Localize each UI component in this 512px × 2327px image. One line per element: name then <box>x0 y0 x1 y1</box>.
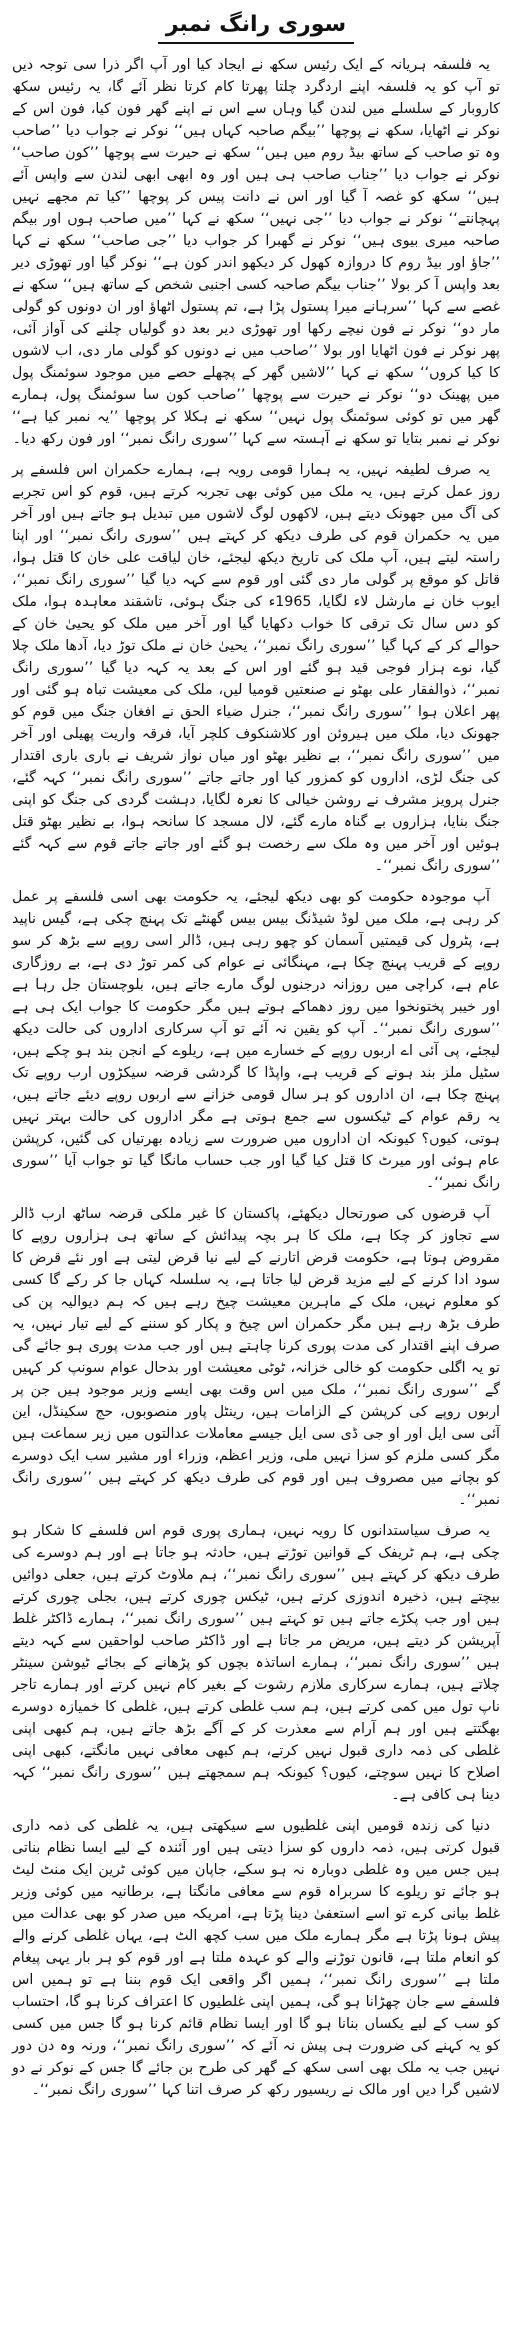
article-paragraph-1: یہ فلسفہ ہریانہ کے ایک رئیس سکھ نے ایجاد کیا اور آپ اگر ذرا سی توجہ دیں تو آپ کو یہ فلسفہ اپنے اردگرد چلتا پھرتا کام کرتا نظر آئے گا، یہ رئیس سکھ کاروبار کے سلسلے میں لندن گیا وہاں سے اس نے اپنے گھر فون کیا، فون اس کے نوکر نے اٹھایا، سکھ نے پوچھا ’’بیگم صاحبہ کہاں ہیں‘‘ نوکر نے جواب دیا ’’صاحب وہ تو صاحب کے ساتھ بیڈ روم میں ہیں‘‘ سکھ نے حیرت سے پوچھا ’’کون صاحب‘‘ نوکر نے جواب دیا ’’جناب صاحب ہی ہیں اور وہ ابھی ابھی لندن سے واپس آئے ہیں‘‘ سکھ کو غصہ آ گیا اور اس نے دانت پیس کر پوچھا ’’کیا تم مجھے نہیں پہچانتے‘‘ نوکر نے جواب دیا ’’جی نہیں‘‘ سکھ نے کہا ’’میں صاحب ہوں اور بیگم صاحبہ میری بیوی ہیں‘‘ نوکر نے گھبرا کر جواب دیا ’’جی صاحب‘‘ سکھ نے کہا ’’جاؤ اور بیڈ روم کا دروازہ کھول کر دیکھو اندر کون ہے‘‘ نوکر گیا اور تھوڑی دیر بعد واپس آ کر بولا ’’جناب بیگم صاحبہ کسی اجنبی شخص کے ساتھ ہیں‘‘ سکھ نے غصے سے کہا ’’سرہانے میرا پستول پڑا ہے، تم پستول اٹھاؤ اور ان دونوں کو گولی مار دو‘‘ نوکر نے فون نیچے رکھا اور تھوڑی دیر بعد دو گولیاں چلنے کی آواز آئی، پھر نوکر نے فون اٹھایا اور بولا ’’صاحب میں نے دونوں کو گولی مار دی، اب لاشوں کا کیا کروں‘‘ سکھ نے کہا ’’لاشیں گھر کے پچھلے حصے میں موجود سوئمنگ پول میں پھینک دو‘‘ نوکر نے حیرت سے پوچھا ’’صاحب کون سا سوئمنگ پول، ہمارے گھر میں تو کوئی سوئمنگ پول نہیں‘‘ سکھ نے ہکلا کر پوچھا ’’یہ نمبر کیا ہے‘‘ نوکر نے نمبر بتایا تو سکھ نے آہستہ سے کہا ’’سوری رانگ نمبر‘‘ اور فون رکھ دیا۔ <box>12 57 500 447</box>
article-paragraph-6: دنیا کی زندہ قومیں اپنی غلطیوں سے سیکھتی ہیں، یہ غلطی کی ذمہ داری قبول کرتی ہیں، ذمہ داروں کو سزا دیتی ہیں اور آئندہ کے لیے ایسا نظام بناتی ہیں جس میں وہ غلطی دوبارہ نہ ہو سکے، جاپان میں کوئی ٹرین ایک منٹ لیٹ ہو جائے تو ریلوے کا سربراہ قوم سے معافی مانگتا ہے، برطانیہ میں کوئی وزیر غلط بیانی کرے تو اسے استعفیٰ دینا پڑتا ہے، امریکہ میں صدر کو بھی عدالت میں پیش ہونا پڑتا ہے مگر ہمارے ملک میں سب کچھ الٹ ہے، یہاں غلطی کرنے والے کو انعام ملتا ہے، قانون توڑنے والے کو عہدہ ملتا ہے اور قوم کو ہر بار یہی پیغام ملتا ہے ’’سوری رانگ نمبر‘‘، ہمیں اگر واقعی ایک قوم بننا ہے تو ہمیں اس فلسفے سے جان چھڑانا ہو گی، ہمیں اپنی غلطیوں کا اعتراف کرنا ہو گا، احتساب کو سب کے لیے یکساں بنانا ہو گا اور ایسا نظام قائم کرنا ہو گا جس میں کسی کو یہ کہنے کی ضرورت ہی پیش نہ آئے کہ ’’سوری رانگ نمبر‘‘، ورنہ وہ دن دور نہیں جب یہ ملک بھی اسی سکھ کے گھر کی طرح بن جائے گا جس کے نوکر نے دو لاشیں گرا دیں اور مالک نے ریسیور رکھ کر صرف اتنا کہا ’’سوری رانگ نمبر‘‘۔ <box>12 1818 500 2098</box>
article-paragraph-3: آپ موجودہ حکومت کو بھی دیکھ لیجئے، یہ حکومت بھی اسی فلسفے پر عمل کر رہی ہے، ملک میں لوڈ شیڈنگ بیس بیس گھنٹے تک پہنچ چکی ہے، گیس ناپید ہے، پٹرول کی قیمتیں آسمان کو چھو رہی ہیں، ڈالر اسی روپے سے بڑھ کر سو روپے کے قریب پہنچ چکا ہے، مہنگائی نے عوام کی کمر توڑ دی ہے، بے روزگاری عام ہے، کراچی میں روزانہ درجنوں لوگ مارے جاتے ہیں، بلوچستان جل رہا ہے اور خیبر پختونخوا میں روز دھماکے ہوتے ہیں مگر حکومت کا جواب ایک ہی ہے ’’سوری رانگ نمبر‘‘۔ آپ کو یقین نہ آئے تو آپ سرکاری اداروں کی حالت دیکھ لیجئے، پی آئی اے اربوں روپے کے خسارے میں ہے، ریلوے کے انجن بند ہو چکے ہیں، سٹیل ملز بند ہونے کے قریب ہے، واپڈا کا گردشی قرضہ سیکڑوں ارب روپے تک پہنچ چکا ہے، ان اداروں کو ہر سال قومی خزانے سے اربوں روپے دیئے جاتے ہیں، یہ رقم عوام کے ٹیکسوں سے جمع ہوتی ہے مگر اداروں کی حالت بہتر نہیں ہوتی، کیوں؟ کیونکہ ان اداروں میں ضرورت سے زیادہ بھرتیاں کی گئیں، کرپشن عام ہوئی اور میرٹ کا قتل کیا گیا اور جب حساب مانگا گیا تو جواب آیا ’’سوری رانگ نمبر‘‘۔ <box>12 889 500 1191</box>
title-block <box>12 10 500 44</box>
article-paragraph-5: یہ صرف سیاستدانوں کا رویہ نہیں، ہماری پوری قوم اس فلسفے کا شکار ہو چکی ہے، ہم ٹریفک کے قوانین توڑتے ہیں، حادثہ ہو جاتا ہے اور ہم دوسرے کی طرف دیکھ کر کہتے ہیں ’’سوری رانگ نمبر‘‘، ہم ملاوٹ کرتے ہیں، جعلی دوائیں بیچتے ہیں، ذخیرہ اندوزی کرتے ہیں، ٹیکس چوری کرتے ہیں، بجلی چوری کرتے ہیں اور جب پکڑے جاتے ہیں تو کہتے ہیں ’’سوری رانگ نمبر‘‘، ہمارے ڈاکٹر غلط آپریشن کر دیتے ہیں، مریض مر جاتا ہے اور ڈاکٹر صاحب لواحقین سے کہہ دیتے ہیں ’’سوری رانگ نمبر‘‘، ہمارے اساتذہ بچوں کو پڑھانے کے بجائے ٹیوشن سینٹر چلاتے ہیں، ہمارے سرکاری ملازم رشوت کے بغیر کام نہیں کرتے اور ہمارے تاجر ناپ تول میں کمی کرتے ہیں، ہم سب غلطی کرتے ہیں، غلطی کا خمیازہ دوسرے بھگتتے ہیں اور ہم آرام سے معذرت کر کے آگے بڑھ جاتے ہیں، ہم کبھی اپنی غلطی کی ذمہ داری قبول نہیں کرتے، ہم کبھی معافی نہیں مانگتے، کبھی اپنی اصلاح کا نہیں سوچتے، کیوں؟ کیونکہ ہم سمجھتے ہیں ’’سوری رانگ نمبر‘‘ کہہ دینا ہی کافی ہے۔ <box>12 1523 500 1803</box>
article-title: سوری رانگ نمبر <box>158 10 354 44</box>
article-paragraph-2: یہ صرف لطیفہ نہیں، یہ ہمارا قومی رویہ ہے، ہمارے حکمران اس فلسفے پر روز عمل کرتے ہیں، یہ ملک میں کوئی بھی تجربہ کرتے ہیں، قوم کو اس تجربے کی آگ میں جھونک دیتے ہیں، لاکھوں لوگ لاشوں میں تبدیل ہو جاتے ہیں اور آخر میں یہ حکمران قوم کی طرف دیکھ کر کہتے ہیں ’’سوری رانگ نمبر‘‘ اور اپنا راستہ لیتے ہیں، آپ ملک کی تاریخ دیکھ لیجئے، خان لیاقت علی خان کا قتل ہوا، قاتل کو موقع پر گولی مار دی گئی اور قوم سے کہہ دیا گیا ’’سوری رانگ نمبر‘‘، ایوب خان نے مارشل لاء لگایا، 1965ء کی جنگ ہوئی، تاشقند معاہدہ ہوا، ملک کو دس سال تک ترقی کا خواب دکھایا گیا اور آخر میں ملک کو یحییٰ خان کے حوالے کر کے کہا گیا ’’سوری رانگ نمبر‘‘، یحییٰ خان نے ملک توڑ دیا، آدھا ملک چلا گیا، نوے ہزار فوجی قید ہو گئے اور اس کے بعد یہ کہہ دیا گیا ’’سوری رانگ نمبر‘‘، ذوالفقار علی بھٹو نے صنعتیں قومیا لیں، ملک کی معیشت تباہ ہو گئی اور پھر اعلان ہوا ’’سوری رانگ نمبر‘‘، جنرل ضیاء الحق نے افغان جنگ میں قوم کو جھونک دیا، ملک میں ہیروئن اور کلاشنکوف کلچر آیا، فرقہ واریت پھیلی اور آخر میں ’’سوری رانگ نمبر‘‘، بے نظیر بھٹو اور میاں نواز شریف نے باری باری اقتدار کی جنگ لڑی، اداروں کو کمزور کیا اور جاتے جاتے ’’سوری رانگ نمبر‘‘ کہہ گئے، جنرل پرویز مشرف نے روشن خیالی کا نعرہ لگایا، دہشت گردی کی جنگ کو اپنی جنگ بنایا، ہزاروں بے گناہ مارے گئے، لال مسجد کا سانحہ ہوا، بے نظیر بھٹو قتل ہوئیں اور آخر میں وہ ملک سے رخصت ہو گئے اور جاتے جاتے قوم سے کہہ گئے ’’سوری رانگ نمبر‘‘۔ <box>12 462 500 874</box>
article-paragraph-4: آپ قرضوں کی صورتحال دیکھئے، پاکستان کا غیر ملکی قرضہ ساٹھ ارب ڈالر سے تجاوز کر چکا ہے، ملک کا ہر بچہ پیدائش کے ساتھ ہی ہزاروں روپے کا مقروض ہوتا ہے، حکومت قرض اتارنے کے لیے نیا قرض لیتی ہے اور نئے قرض کا سود ادا کرنے کے لیے مزید قرض لیا جاتا ہے، یہ سلسلہ کہاں جا کر رکے گا کسی کو معلوم نہیں، ملک کے ماہرین معیشت چیخ رہے ہیں کہ ہم دیوالیہ پن کی طرف بڑھ رہے ہیں مگر حکمران اس چیخ و پکار کو سننے کے لیے تیار نہیں، یہ صرف اپنے اقتدار کی مدت پوری کرنا چاہتے ہیں اور جب مدت پوری ہو جائے گی تو یہ اگلی حکومت کو خالی خزانہ، ٹوٹی معیشت اور بدحال عوام سونپ کر کہیں گے ’’سوری رانگ نمبر‘‘، ملک میں اس وقت بھی ایسے وزیر موجود ہیں جن پر اربوں روپے کی کرپشن کے الزامات ہیں، رینٹل پاور منصوبوں، حج سکینڈل، این آئی سی ایل اور او جی ڈی سی ایل جیسے معاملات عدالتوں میں زیر سماعت ہیں مگر کسی ملزم کو سزا نہیں ملی، وزیر اعظم، وزراء اور مشیر سب ایک دوسرے کو بچانے میں مصروف ہیں اور قوم کی طرف دیکھ کر کہتے ہیں ’’سوری رانگ نمبر‘‘۔ <box>12 1206 500 1508</box>
article-body <box>12 54 500 2101</box>
